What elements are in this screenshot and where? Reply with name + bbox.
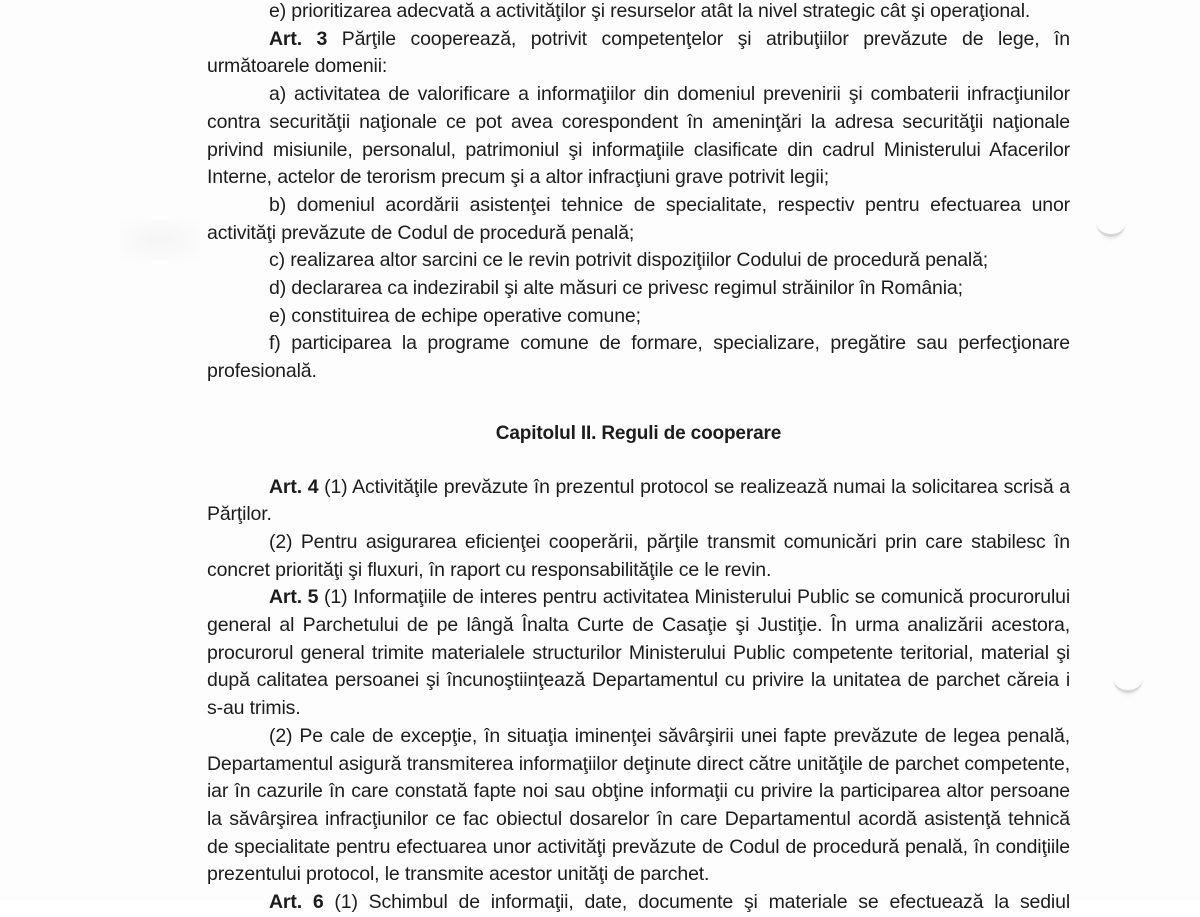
article-label: Art. 5	[269, 586, 319, 609]
paragraph-art6-1: Art. 6 (1) Schimbul de informaţii, date, documente şi materiale se efectuează la sediul	[269, 891, 1070, 914]
paragraph-art4-2: (2) Pentru asigurarea eficienţei cooperării, părţile transmit comunicări prin care stabilesc în concret priorităţi şi fluxuri, în raport cu responsabilităţile ce le revin.	[207, 530, 1070, 581]
punch-hole-mark	[1096, 216, 1126, 237]
scan-shade	[120, 220, 200, 260]
paragraph-art2-e: e) prioritizarea adecvată a activităţilor şi resurselor atât la nivel strategic cât şi operaţional.	[269, 0, 1031, 22]
article-label: Art. 4	[269, 475, 319, 498]
paragraph-art3-a: a) activitatea de valorificare a informaţiilor din domeniul prevenirii şi combaterii infracţiunilor contra securităţii naţionale ce pot avea corespondent în ameninţări la adresa securităţii naţionale privind misiunile, personalul, patrimoniul şi informaţiile clasificate din cadrul Ministerului Afacerilor Interne, actelor de terorism precum şi a altor infracţiuni grave potrivit legii;	[207, 83, 1070, 189]
paragraph-art5-1: Art. 5 (1) Informaţiile de interes pentru activitatea Ministerului Public se comunică procurorului general al Parchetului de pe lângă Înalta Curte de Casaţie şi Justiţie. În urma analizării acestora, procurorul general trimite materialele structurilor Ministerului Public competente teritorial, material şi după calitatea persoanei şi încunoştiinţează Departamentul cu privire la unitatea de parchet căreia i s-au trimis.	[207, 586, 1071, 720]
paragraph-art3: Art. 3 Părţile cooperează, potrivit competenţelor şi atribuţiilor prevăzute de lege, în următoarele domenii:	[207, 27, 1070, 78]
article-label: Art. 3	[269, 27, 328, 50]
paragraph-art3-e: e) constituirea de echipe operative comune;	[269, 304, 641, 327]
chapter-heading: Capitolul II. Reguli de cooperare	[495, 422, 782, 444]
paragraph-art5-2: (2) Pe cale de excepţie, în situaţia iminenţei săvârşirii unei fapte prevăzute de legea penală, Departamentul asigură transmiterea informaţiilor deţinute direct către unităţile de parchet competente, iar în cazurile în care constată fapte noi sau obţine informaţii cu privire la participarea altor persoane la săvârşirea infracţiunilor ce fac obiectul dosarelor în care Departamentul acordă asistenţă tehnică de specialitate pentru efectuarea unor activităţi prevăzute de Codul de procedură penală, în condiţiile prezentului protocol, le transmite acestor unităţi de parchet.	[207, 724, 1070, 886]
punch-hole-mark	[1113, 672, 1143, 693]
paragraph-art3-f: f) participarea la programe comune de formare, specializare, pregătire sau perfecţionare profesională.	[207, 332, 1070, 383]
paragraph-art4-1: Art. 4 (1) Activităţile prevăzute în prezentul protocol se realizează numai la solicitarea scrisă a Părţilor.	[207, 475, 1070, 526]
paragraph-art3-c: c) realizarea altor sarcini ce le revin potrivit dispoziţiilor Codului de procedură penală;	[269, 249, 989, 272]
paragraph-art3-d: d) declararea ca indezirabil şi alte măsuri ce privesc regimul străinilor în România;	[269, 277, 963, 300]
article-label: Art. 6	[269, 891, 324, 914]
document-body	[207, 0, 1070, 917]
paragraph-art3-b: b) domeniul acordării asistenţei tehnice de specialitate, respectiv pentru efectuarea unor activităţi prevăzute de Codul de procedură penală;	[207, 193, 1070, 244]
